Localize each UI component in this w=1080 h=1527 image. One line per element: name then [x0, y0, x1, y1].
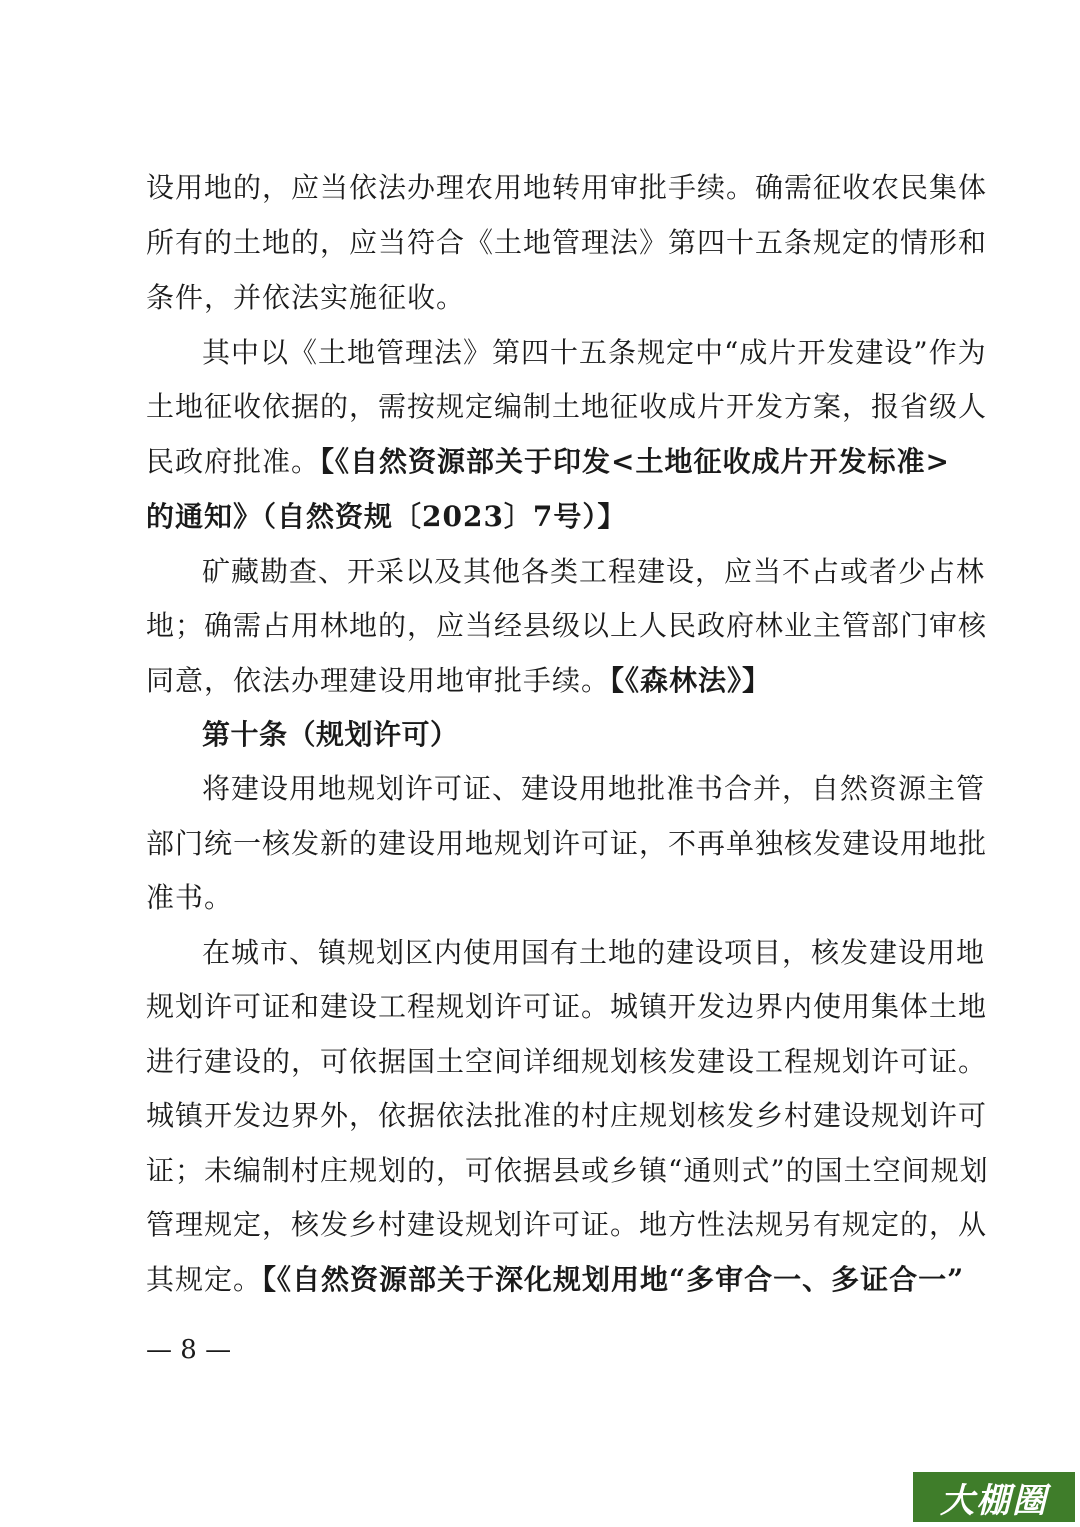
text-line: 规划许可证和建设工程规划许可证。城镇开发边界内使用集体土地 — [146, 990, 988, 1023]
text-line: 地；确需占用林地的，应当经县级以上人民政府林业主管部门审核 — [146, 609, 988, 642]
text-line: 其中以《土地管理法》第四十五条规定中“成片开发建设”作为 — [202, 336, 987, 369]
text-line — [146, 659, 936, 703]
text-line: 在城市、镇规划区内使用国有土地的建设项目，核发建设用地 — [202, 936, 986, 969]
text-line: 将建设用地规划许可证、建设用地批准书合并，自然资源主管 — [202, 772, 986, 805]
text-line: 土地征收依据的，需按规定编制土地征收成片开发方案，报省级人 — [146, 390, 988, 423]
citation-reference: 【《森林法》】 — [610, 664, 772, 697]
text-line — [146, 1258, 965, 1302]
text-line: 进行建设的，可依据国土空间详细规划核发建设工程规划许可证。 — [146, 1045, 988, 1078]
watermark-text: 大棚圈 — [940, 1480, 1048, 1521]
page-number: — 8 — — [146, 1335, 232, 1365]
text-line: 部门统一核发新的建设用地规划许可证，不再单独核发建设用地批 — [146, 827, 988, 860]
text-line: 所有的土地的，应当符合《土地管理法》第四十五条规定的情形和 — [146, 226, 988, 259]
text-line: 设用地的，应当依法办理农用地转用审批手续。确需征收农民集体 — [146, 171, 988, 204]
watermark-logo — [913, 1472, 1075, 1522]
text-line: 管理规定，核发乡村建设规划许可证。地方性法规另有规定的，从 — [146, 1208, 988, 1241]
text-segment: 同意，依法办理建设用地审批手续。 — [146, 664, 611, 697]
text-line: 证；未编制村庄规划的，可依据县或乡镇“通则式”的国土空间规划 — [146, 1154, 989, 1187]
text-segment: 民政府批准。 — [146, 445, 321, 478]
article-heading: 第十条（规划许可） — [202, 718, 459, 751]
text-line: 城镇开发边界外，依据依法批准的村庄规划核发乡村建设规划许可 — [146, 1099, 988, 1132]
text-line: 准书。 — [146, 881, 234, 914]
text-line — [146, 440, 950, 484]
citation-reference: 【《自然资源部关于深化规划用地“多审合一、多证合一” — [262, 1263, 965, 1296]
text-line: 条件，并依法实施征收。 — [146, 281, 466, 314]
citation-reference: 【《自然资源部关于印发<土地征收成片开发标准> — [320, 445, 950, 478]
text-line: 矿藏勘查、开采以及其他各类工程建设，应当不占或者少占林 — [202, 555, 986, 588]
text-segment: 其规定。 — [146, 1263, 263, 1296]
citation-reference: 的通知》（自然资规〔2023〕7号）】 — [146, 500, 627, 533]
